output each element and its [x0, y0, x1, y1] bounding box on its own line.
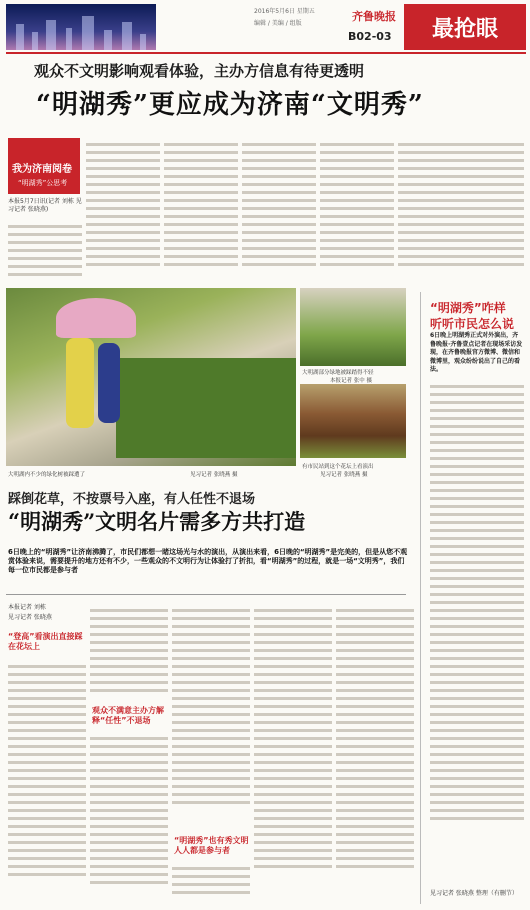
- article2-divider: [6, 594, 406, 595]
- article2-col5: [336, 604, 414, 902]
- main-photo-credit: 见习记者 张晓燕 摄: [190, 472, 238, 478]
- article2-byline-2: 见习记者 张晓燕: [8, 614, 52, 621]
- header-date: 2016年5月6日 星期五: [254, 8, 315, 15]
- column-logo: [8, 138, 80, 194]
- page-number: B02-03: [348, 30, 392, 43]
- article1-col1: [8, 220, 82, 282]
- article1-headline: “明湖秀”更应成为济南“文明秀”: [36, 90, 424, 120]
- right-photo-2-caption: 有市民站到这个花坛上看演出: [302, 464, 374, 470]
- article2-col4: [254, 604, 332, 902]
- article2-box-1: “登高”看演出直接踩在花坛上: [8, 632, 83, 651]
- article1-col2: [86, 138, 160, 282]
- article2-col2b: [90, 732, 168, 900]
- article2-box-3: “明湖秀”也有秀文明人人都是参与者: [174, 836, 249, 855]
- article2-col3b: [172, 862, 250, 902]
- right-photo-1-caption: 大明湖部分绿地被踩踏得不轻: [302, 370, 374, 376]
- article1-col6: [398, 138, 524, 282]
- right-photo-1-credit: 本报记者 张中 摄: [330, 378, 372, 384]
- main-photo-caption: 大明湖内不少的绿化树被踩遭了: [8, 472, 86, 478]
- right-photo-2: [300, 384, 406, 458]
- paper-name: 齐鲁晚报: [352, 10, 396, 23]
- header-rule: [6, 52, 526, 54]
- right-photo-2-credit: 见习记者 张晓燕 摄: [320, 472, 368, 478]
- right-photo-1: [300, 288, 406, 366]
- header-banner-photo: [6, 4, 156, 50]
- sidebar-lead: 6日晚上明湖秀正式对外演出，齐鲁晚报·齐鲁壹点记者在现场采访发现，在齐鲁晚报官方微博、微信和微博里，观众纷纷说出了自己的看法。: [430, 332, 523, 373]
- header-staff: 编辑 / 美编 / 组版: [254, 20, 302, 27]
- article2-col1: [8, 660, 86, 900]
- column-logo-title: 我为济南阅卷: [12, 164, 72, 175]
- sidebar-comments: [430, 380, 524, 880]
- article1-col4: [242, 138, 316, 282]
- article2-col2a: [90, 604, 168, 700]
- article2-box-2: 观众不满意主办方解释“任性”不退场: [92, 706, 164, 725]
- sidebar-title-2: 听听市民怎么说: [430, 317, 515, 331]
- sidebar-title-1: “明湖秀”咋样: [430, 301, 506, 315]
- article2-subhead: 踩倒花草，不按票号入座，有人任性不退场: [8, 492, 256, 507]
- sidebar-closing: 见习记者 张晓燕 整理（有删节）: [430, 890, 518, 897]
- article2-byline-1: 本报记者 刘栋: [8, 604, 46, 611]
- column-logo-sub: “明湖秀”公思考: [18, 179, 68, 187]
- article1-subhead: 观众不文明影响观看体验，主办方信息有待更透明: [34, 62, 365, 80]
- main-photo: [6, 288, 296, 466]
- article2-headline: “明湖秀”文明名片需多方共打造: [8, 509, 306, 534]
- article2-col3a: [172, 604, 250, 824]
- article1-byline: 本报5月7日讯(记者 刘栋 见习记者 张晓燕): [8, 198, 82, 213]
- article2-lead: 6日晚上的“明湖秀”让济南沸腾了，市民们都想一睹这场光与水的演出，从演出来看，6日晚的“明湖秀”是完美的，但是从您不观赏体验来说，需要提升的地方还有不少，一些观众的不文明行为让体验打了折扣，看“明湖秀”的过程，就是一场“文明秀”，我们每一位市民都是参与者: [8, 548, 408, 574]
- section-title: 最抢眼: [404, 4, 526, 50]
- article1-col5: [320, 138, 394, 282]
- article1-col3: [164, 138, 238, 282]
- sidebar-divider: [420, 292, 421, 904]
